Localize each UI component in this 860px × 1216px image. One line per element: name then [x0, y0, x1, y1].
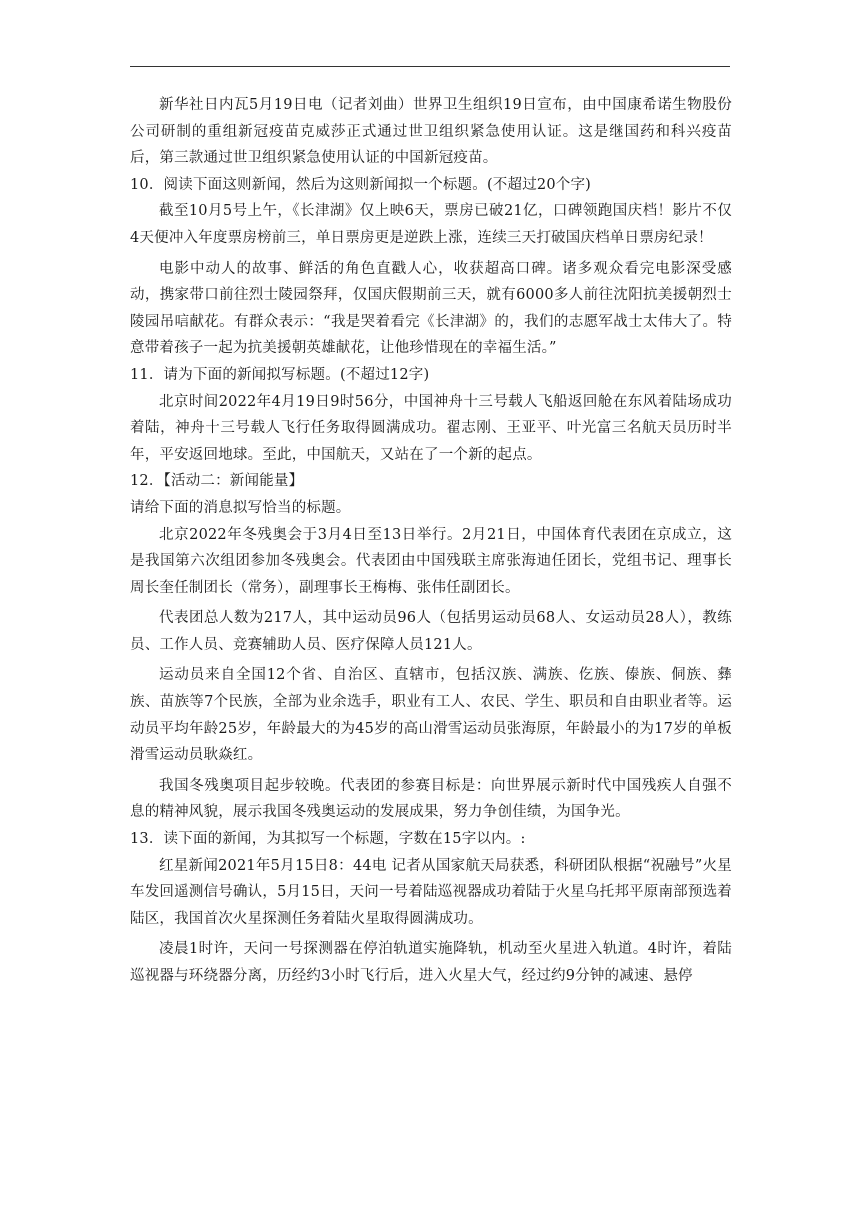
question-heading: 12．【活动二：新闻能量】: [130, 473, 304, 490]
paragraph: 截至10月5号上午，《长津湖》仅上映6天，票房已破21亿，口碑领跑国庆档！影片不仅4天便冲入年度票房榜前三，单日票房更是逆跌上涨，连续三天打破国庆档单日票房纪录！: [130, 203, 732, 246]
question-heading: 11．请为下面的新闻拟写标题。(不超过12字): [130, 366, 430, 383]
paragraph: 电影中动人的故事、鲜活的角色直戳人心，收获超高口碑。诸多观众看完电影深受感动，携家带口前往烈士陵园祭拜，仅国庆假期前三天，就有6000多人前往沈阳抗美援朝烈士陵园吊唁献花。有群众表示：“我是哭着看完《长津湖》的，我们的志愿军战士太伟大了。特意带着孩子一起为抗美援朝英雄献花，让他珍惜现在的幸福生活。”: [130, 260, 732, 357]
paragraph: 运动员来自全国12个省、自治区、直辖市，包括汉族、满族、仡族、傣族、侗族、彝族、苗族等7个民族，全部为业余选手，职业有工人、农民、学生、职员和自由职业者等。运动员平均年龄25岁，年龄最大的为45岁的高山滑雪运动员张海原，年龄最小的为17岁的单板滑雪运动员耿焱红。: [130, 667, 732, 764]
paragraph: 北京时间2022年4月19日9时56分，中国神舟十三号载人飞船返回舱在东风着陆场成功着陆，神舟十三号载人飞行任务取得圆满成功。翟志刚、王亚平、叶光富三名航天员历时半年，平安返回地球。至此，中国航天，又站在了一个新的起点。: [130, 393, 732, 463]
question-heading: 13．读下面的新闻，为其拟写一个标题，字数在15字以内。:: [130, 831, 526, 848]
paragraph: 北京2022年冬残奥会于3月4日至13日举行。2月21日，中国体育代表团在京成立，这是我国第六次组团参加冬残奥会。代表团由中国残联主席张海迪任团长，党组书记、理事长周长奎任制团长（常务），副理事长王梅梅、张伟任副团长。: [130, 526, 732, 596]
paragraph: 我国冬残奥项目起步较晚。代表团的参赛目标是：向世界展示新时代中国残疾人自强不息的精神风貌，展示我国冬残奥运动的发展成果，努力争创佳绩，为国争光。: [130, 777, 732, 821]
paragraph: 凌晨1时许，天问一号探测器在停泊轨道实施降轨，机动至火星进入轨道。4时许，着陆巡视器与环绕器分离，历经约3小时飞行后，进入火星大气，经过约9分钟的减速、悬停: [130, 941, 732, 984]
document-body: [130, 92, 732, 990]
paragraph: 代表团总人数为217人，其中运动员96人（包括男运动员68人、女运动员28人），教练员、工作人员、竞赛辅助人员、医疗保障人员121人。: [130, 610, 732, 653]
question-heading: 请给下面的消息拟写恰当的标题。: [130, 499, 351, 516]
question-heading: 10．阅读下面这则新闻，然后为这则新闻拟一个标题。(不超过20个字): [130, 176, 592, 193]
paragraph: 红星新闻2021年5月15日8：44电 记者从国家航天局获悉，科研团队根据“祝融号”火星车发回遥测信号确认，5月15日，天问一号着陆巡视器成功着陆于火星乌托邦平原南部预选着陆区，我国首次火星探测任务着陆火星取得圆满成功。: [130, 857, 732, 927]
header-rule: [130, 66, 730, 67]
paragraph: 新华社日内瓦5月19日电（记者刘曲）世界卫生组织19日宣布，由中国康希诺生物股份公司研制的重组新冠疫苗克威莎正式通过世卫组织紧急使用认证。这是继国药和科兴疫苗后，第三款通过世卫组织紧急使用认证的中国新冠疫苗。: [130, 97, 732, 167]
